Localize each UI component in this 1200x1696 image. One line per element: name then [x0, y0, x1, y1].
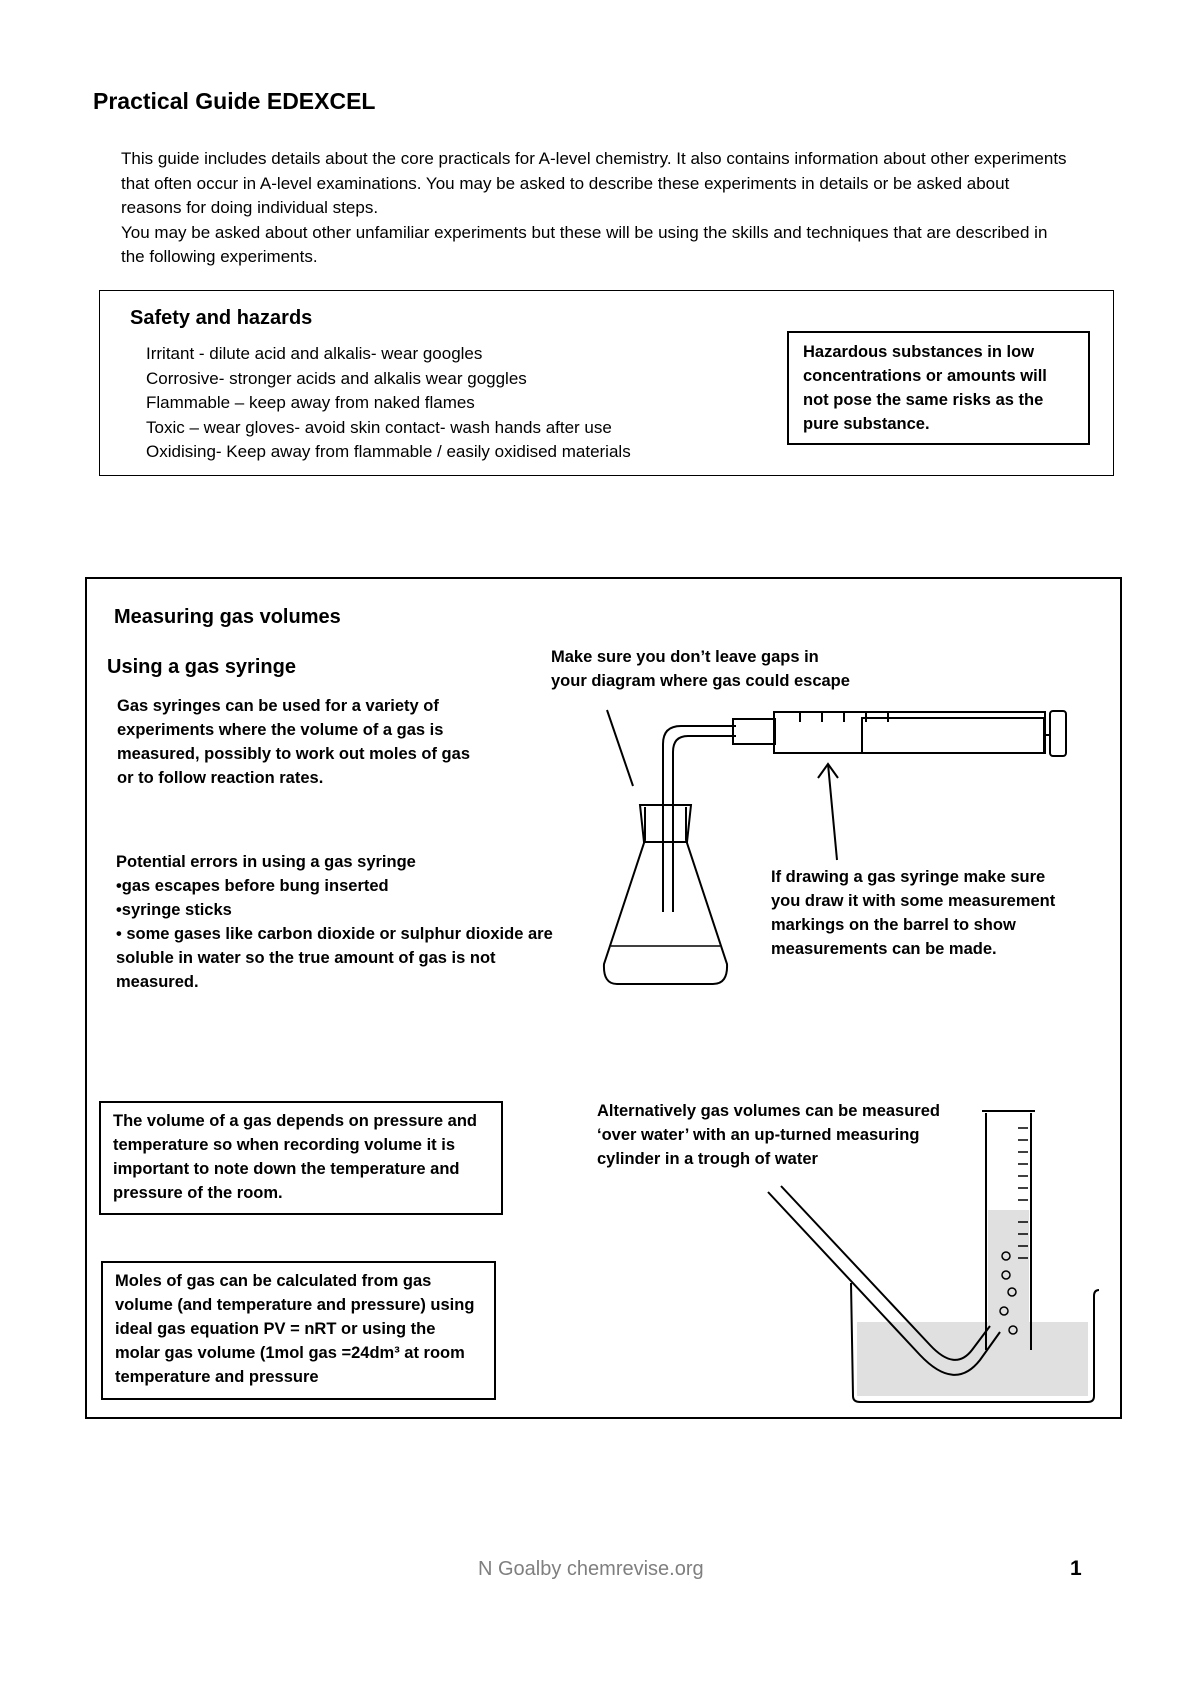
gas-heading: Measuring gas volumes	[114, 606, 341, 628]
page-title: Practical Guide EDEXCEL	[93, 88, 376, 114]
hazard-item: Corrosive- stronger acids and alkalis wear goggles	[146, 368, 527, 388]
pressure-note-box: The volume of a gas depends on pressure and temperature so when recording volume it is important to note down the temperature and pressure of the room.	[99, 1101, 503, 1215]
footer-author: N Goalby chemrevise.org	[478, 1558, 704, 1580]
hazard-item: Flammable – keep away from naked flames	[146, 393, 475, 412]
water-note: Alternatively gas volumes can be measured ‘over water’ with an up-turned measuring cylinder in a trough of water	[597, 1102, 940, 1168]
error-item: •syringe sticks	[116, 901, 232, 919]
delivery-tube-inner	[673, 736, 736, 912]
syringe-plunger	[862, 718, 1044, 753]
markings-note: If drawing a gas syringe make sure you draw it with some measurement markings on the barrel to show measurements can be made.	[771, 868, 1056, 958]
hazard-item: Irritant - dilute acid and alkalis- wear googles	[146, 344, 483, 363]
hazard-note-box: Hazardous substances in low concentrations or amounts will not pose the same risks as the pure substance.	[787, 331, 1090, 445]
error-item: • some gases like carbon dioxide or sulphur dioxide are soluble in water so the true amount of gas is not measured.	[116, 925, 553, 991]
page-number: 1	[1070, 1557, 1082, 1580]
plunger-handle	[1050, 711, 1066, 756]
intro-paragraph-2: You may be asked about other unfamiliar experiments but these will be using the skills and techniques that are described in the following experiments.	[121, 222, 1048, 266]
conical-flask	[604, 807, 727, 984]
over-water-diagram	[768, 1111, 1099, 1402]
safety-heading: Safety and hazards	[130, 307, 313, 329]
gas-syringe-diagram	[604, 710, 1066, 984]
errors-heading: Potential errors in using a gas syringe	[116, 853, 416, 871]
bung	[640, 805, 691, 842]
syringe-text: Gas syringes can be used for a variety of experiments where the volume of a gas is measured, possibly to work out moles of gas or to follow reaction rates.	[117, 697, 470, 787]
pointer-line-gaps	[607, 710, 633, 786]
hazard-item: Oxidising- Keep away from flammable / easily oxidised materials	[146, 442, 631, 461]
pointer-line-markings	[828, 764, 837, 860]
gaps-note: Make sure you don’t leave gaps in your diagram where gas could escape	[551, 648, 850, 690]
intro-paragraph-1: This guide includes details about the core practicals for A-level chemistry. It also contains information about other experiments that often occur in A-level examinations. You may be asked to describe these experiments in details or be asked about reasons for doing individual steps.	[121, 149, 1067, 217]
tube-connector	[733, 719, 775, 744]
hazard-item: Toxic – wear gloves- avoid skin contact- wash hands after use	[146, 417, 612, 437]
syringe-heading: Using a gas syringe	[107, 656, 296, 678]
error-item: •gas escapes before bung inserted	[116, 877, 389, 895]
moles-note-box: Moles of gas can be calculated from gas volume (and temperature and pressure) using ideal gas equation PV = nRT or using the molar gas volume (1mol gas =24dm³ at room temperature and pressure	[101, 1261, 496, 1400]
